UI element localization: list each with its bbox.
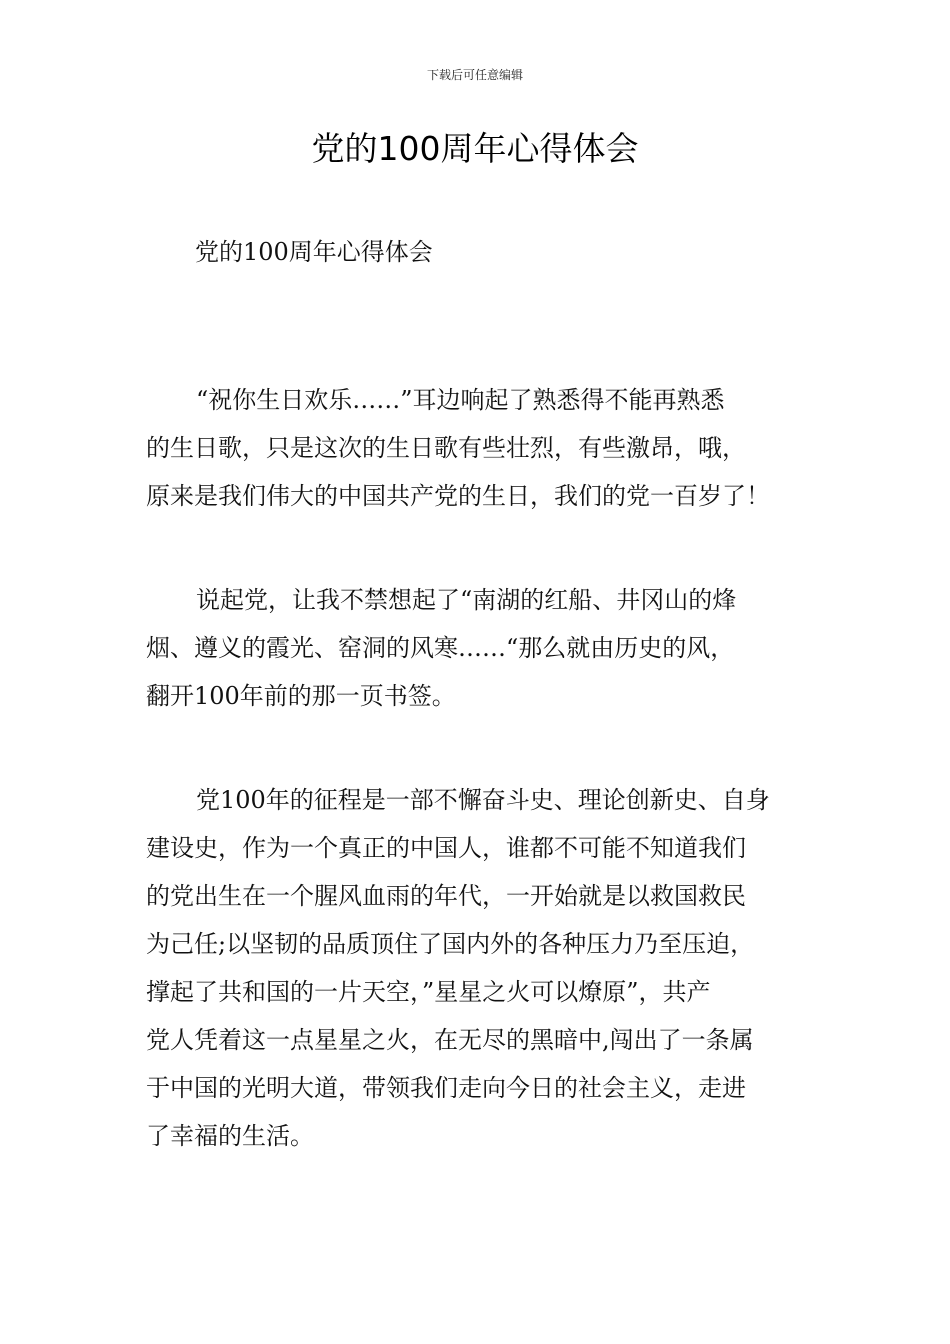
paragraph-line: 为己任;以坚韧的品质顶住了国内外的各种压力乃至压迫， — [146, 930, 755, 958]
paragraph-line: 的党出生在一个腥风血雨的年代，一开始就是以救国救民 — [146, 882, 746, 910]
header-note: 下载后可任意编辑 — [426, 68, 523, 82]
paragraph-line: 原来是我们伟大的中国共产党的生日，我们的党一百岁了！ — [146, 482, 770, 510]
paragraph-line: 了幸福的生活。 — [146, 1122, 314, 1150]
paragraph-line: 翻开100年前的那一页书签。 — [146, 682, 456, 710]
paragraph-line: 于中国的光明大道，带领我们走向今日的社会主义，走进 — [146, 1074, 746, 1102]
paragraph-1 — [146, 376, 806, 520]
paragraph-line: 党人凭着这一点星星之火，在无尽的黑暗中,闯出了一条属 — [146, 1026, 754, 1054]
paragraph-line: “祝你生日欢乐……”耳边响起了熟悉得不能再熟悉 — [196, 386, 725, 414]
paragraph-line: 的生日歌，只是这次的生日歌有些壮烈，有些激昂，哦， — [146, 434, 746, 462]
paragraph-3 — [146, 776, 806, 1160]
paragraph-line: 烟、遵义的霞光、窑洞的风寒……“那么就由历史的风， — [146, 634, 735, 662]
paragraph-line: 建设史，作为一个真正的中国人，谁都不可能不知道我们 — [146, 834, 746, 862]
paragraph-line: 党100年的征程是一部不懈奋斗史、理论创新史、自身 — [196, 786, 770, 814]
paragraph-line: 说起党，让我不禁想起了“南湖的红船、井冈山的烽 — [196, 586, 737, 614]
paragraph-line: 撑起了共和国的一片天空，”星星之火可以燎原”，共产 — [146, 978, 711, 1006]
page-title: 党的100周年心得体会 — [311, 129, 639, 168]
subtitle: 党的100周年心得体会 — [195, 238, 433, 266]
paragraph-2 — [146, 576, 806, 720]
